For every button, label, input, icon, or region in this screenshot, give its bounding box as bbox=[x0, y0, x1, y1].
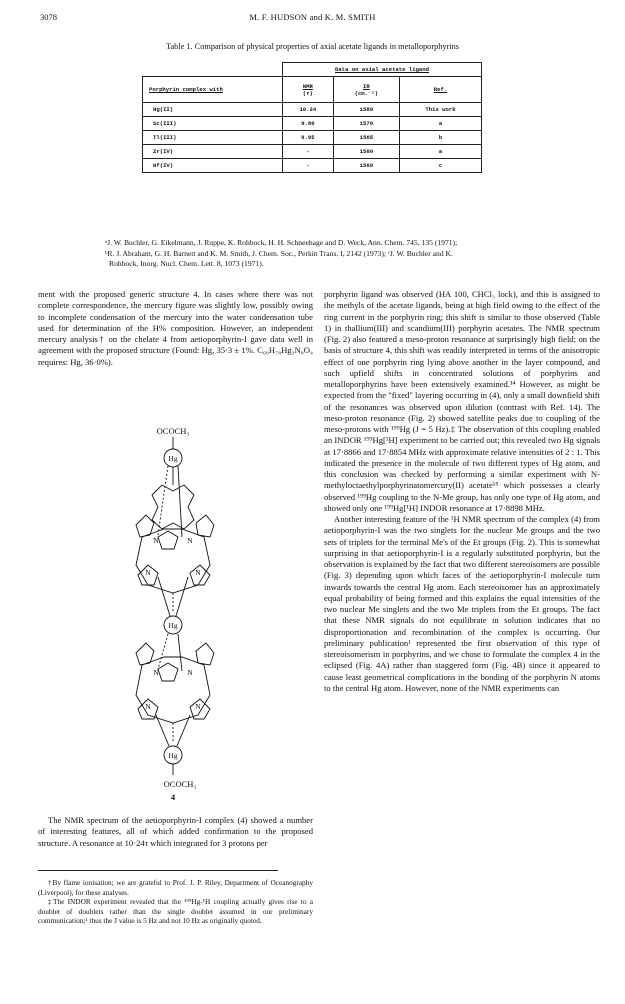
table-cell-ir: 1560 bbox=[333, 159, 399, 173]
table-cell-ref: a bbox=[400, 145, 482, 159]
right-paragraph-1: porphyrin ligand was observed (HA 100, CHCl₃ lock), and this is assigned to the methyls of the acetate ligands, being at high field owing to the effect of the ring current in the porphyrin ring; this shift is similar to those observed (Table 1) in thallium(III) and scandium(III) porphyrin acetates. The NMR spectrum (Fig. 2) also featured a meso-proton resonance at surprisingly high field; on the basis of structure 4, this shift was readily interpreted in terms of the anisotropic effect of one porphyrin ring lying above another in the layer compound, and such upfield shifts in concentrated solutions of porphyrins and metalloporphyrins have been extensively examined.¹⁴ However, as might be expected from the "fixed" layering occurring in (4), only a small downfield shift of the resonances was observed upon dilution (contrast with Ref. 14). The meso-proton resonance (Fig. 2) showed satellite peaks due to coupling of the meso-protons with ¹⁹⁹Hg (J = 5 Hz).‡ The observation of this coupling enabled an INDOR ¹⁹⁹Hg[¹H] experiment to be carried out; this revealed two Hg signals at 17·8866 and 17·8854 MHz with approximate relative intensities of 2 : 1. This indicated the presence in the molecule of two different types of Hg atom, and this conclusion was checked by performing a similar experiment with N-methyloctaethylporphyrinatomercury(II) acetate¹⁵ which possesses a clearly observed ¹⁹⁹Hg coupling to the N-Me group, has only one type of Hg atom, and showed only one ¹⁹⁹Hg[¹H] INDOR resonance at 17·8898 MHz. bbox=[324, 289, 600, 513]
table-cell-metal: Zr(IV) bbox=[143, 145, 283, 159]
table-header-nmr: NMR (τ) bbox=[283, 77, 334, 103]
table-cell-ir: 1565 bbox=[333, 131, 399, 145]
table-cell-ir: 1560 bbox=[333, 145, 399, 159]
n-label: N bbox=[153, 536, 159, 545]
footnote-rule bbox=[38, 870, 278, 871]
n-label: N bbox=[187, 668, 193, 677]
footnote-double-dagger: ‡The INDOR experiment revealed that the ¹⁹⁹Hg-¹H coupling actually gives rise to a doublet of doublets rather than the single doublet assumed in our preliminary communication;¹ thus the J value is 5 Hz and not 10 Hz as originally quoted. bbox=[38, 897, 313, 926]
table-row bbox=[143, 131, 482, 145]
table-header-ir: IR (cm.⁻¹) bbox=[333, 77, 399, 103]
table-cell-ir: 1580 bbox=[333, 103, 399, 117]
table-footnote-a: ᵃJ. W. Buchler, G. Eikelmann, J. Ruppe, K. Rohbock, H. H. Schneehage and D. Weck, Ann. Chem. 745, 135 (1971); bbox=[105, 238, 458, 247]
table-row bbox=[143, 145, 482, 159]
table-cell-nmr: - bbox=[283, 145, 334, 159]
table-row bbox=[143, 103, 482, 117]
n-label: N bbox=[153, 668, 159, 677]
acetate-label-top: OCOCH₃ bbox=[156, 426, 190, 436]
n-label: N bbox=[187, 536, 193, 545]
hg-label: Hg bbox=[168, 454, 178, 463]
left-paragraph-2: The NMR spectrum of the aetioporphyrin-I complex (4) showed a number of interesting features, all of which added confirmation to the proposed structure. A resonance at 10·24τ which integrated for 3 protons per bbox=[38, 815, 313, 848]
n-label: N bbox=[145, 568, 151, 577]
right-paragraph-2: Another interesting feature of the ¹H NMR spectrum of the complex (4) from aetioporphyrin-I was the two singlets for the nuclear Me groups and the two sets of triplets for the terminal Me's of the Et groups (Fig. 2). This is somewhat surprising in that aetioporphyrin-I is a regularly substituted porphyrin, but the observation is explained by the fact that two different stereoisomers are possible (Fig. 3) depending upon which faces of the aetioporphyrin-I molecule turn inwards towards the central Hg atom. Each stereoisomer has an approximately equal probability of being formed and this explains the equal intensities of the two nuclear Me singlets and the two Me triplets from the Et groups. The fact that these NMR signals do not equilibrate in solution indicates that no disproportionation and recombination of the complex is occurring. Our preliminary publication¹ represented the first observation of this type of stereoisomerism in porphyrins, and we chose to formulate the complex 4 in the eclipsed (Fig. 4A) rather than staggered form (Fig. 4B) since it appeared to cause least geometrical complications in the bonding of the porphyrin N atoms to the central Hg atom. However, none of the NMR experiments can bbox=[324, 514, 600, 693]
table-row bbox=[143, 159, 482, 173]
table-footnote-c: Rohbock, Inorg. Nucl. Chem. Lett. 8, 1073 (1971). bbox=[109, 259, 264, 268]
n-label: N bbox=[145, 702, 151, 711]
table-cell-metal: Hf(IV) bbox=[143, 159, 283, 173]
chemical-structure bbox=[98, 425, 248, 810]
acetate-label-bottom: OCOCH₃ bbox=[163, 779, 197, 789]
hg-label: Hg bbox=[168, 621, 178, 630]
table-header-row bbox=[143, 77, 482, 103]
page-header bbox=[40, 12, 585, 26]
table-cell-nmr: 9.95 bbox=[283, 131, 334, 145]
porphyrin-ring-upper bbox=[152, 485, 194, 529]
table-cell-ref: c bbox=[400, 159, 482, 173]
table-header-porphyrin: Porphyrin complex with bbox=[143, 77, 283, 103]
table-cell-nmr: - bbox=[283, 159, 334, 173]
right-column bbox=[324, 289, 600, 694]
hg-label: Hg bbox=[168, 751, 178, 760]
table-cell-metal: Sc(III) bbox=[143, 117, 283, 131]
table-cell-nmr: 10.24 bbox=[283, 103, 334, 117]
table-group-header: Data on axial acetate ligand bbox=[283, 63, 482, 77]
left-column-top bbox=[38, 289, 313, 368]
data-table bbox=[142, 62, 482, 173]
table-cell-ref: a bbox=[400, 117, 482, 131]
table-empty-cell bbox=[143, 63, 283, 77]
running-head: M. F. HUDSON and K. M. SMITH bbox=[249, 12, 376, 22]
page-number: 3078 bbox=[40, 12, 57, 22]
table-footnotes bbox=[105, 238, 545, 270]
table-cell-ref: This work bbox=[400, 103, 482, 117]
table-cell-metal: Hg(II) bbox=[143, 103, 283, 117]
table-caption: Table 1. Comparison of physical properties of axial acetate ligands in metalloporphyrins bbox=[166, 42, 459, 51]
footnote-dagger: †By flame ionisation; we are grateful to Prof. J. P. Riley, Department of Oceanography (Liverpool), for these analyses. bbox=[38, 878, 313, 897]
table-cell-nmr: 9.80 bbox=[283, 117, 334, 131]
n-label: N bbox=[195, 702, 201, 711]
left-column-bottom bbox=[38, 815, 313, 849]
table-header-ref: Ref. bbox=[400, 77, 482, 103]
n-label: N bbox=[195, 568, 201, 577]
table-row bbox=[143, 117, 482, 131]
table-cell-ref: b bbox=[400, 131, 482, 145]
table-cell-metal: Tl(III) bbox=[143, 131, 283, 145]
left-footnotes bbox=[38, 878, 313, 926]
table-group-header-row bbox=[143, 63, 482, 77]
left-paragraph-1: ment with the proposed generic structure 4. In cases where there was not complete correspondence, the mercury figure was slightly low, possibly owing to incomplete condensation of the mercury into the water condensation tube used for determination of the H% composition. However, an independent mercury analysis† on the chelate 4 from aetioporphyrin-I gave data well in agreement with the proposed structure (Found: Hg, 35·3 ± 1%. C₆₈H₇₈Hg₃N₈O₄ requires: Hg, 36·0%). bbox=[38, 289, 313, 367]
table-footnote-b: ᵇR. J. Abraham, G. H. Barnett and K. M. Smith, J. Chem. Soc., Perkin Trans. I, 2142 (1973); ᶜJ. W. Buchler and K. bbox=[105, 248, 453, 258]
compound-number: 4 bbox=[170, 792, 176, 802]
table-cell-ir: 1570 bbox=[333, 117, 399, 131]
